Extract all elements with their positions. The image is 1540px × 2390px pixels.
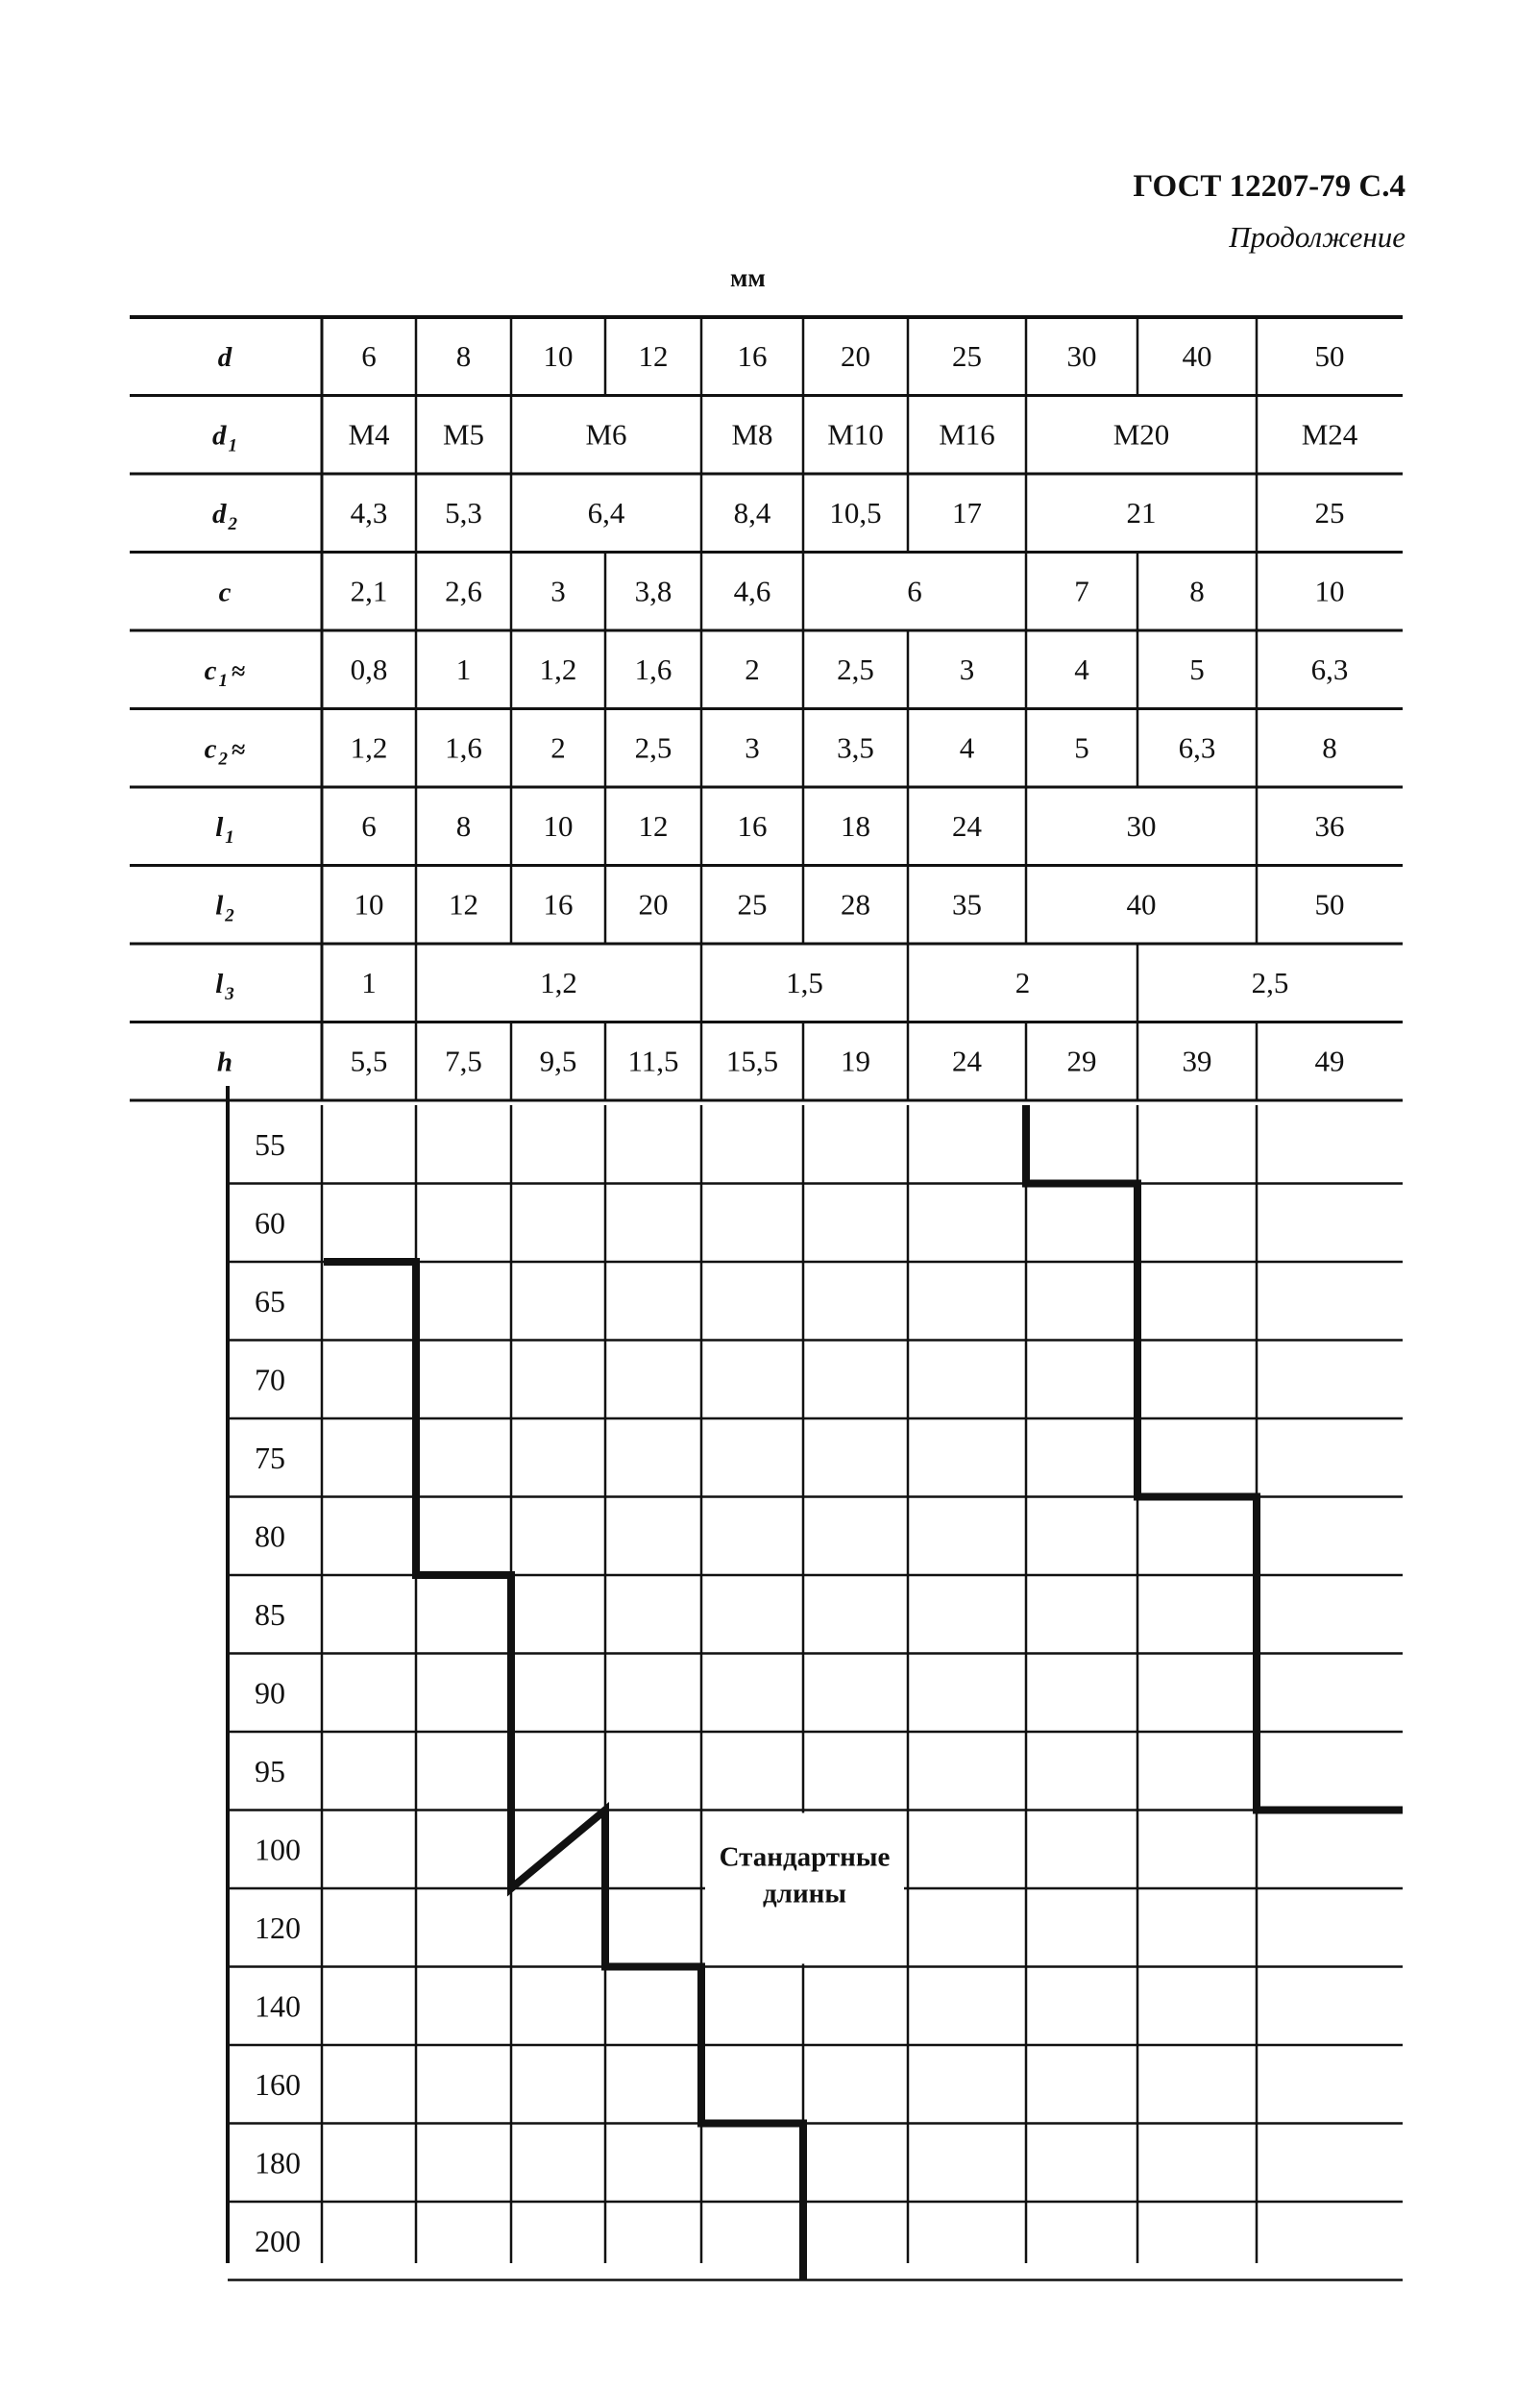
row-label: c $_2$ ≈: [204, 733, 246, 770]
table-cell: 18: [841, 808, 870, 843]
standard-lengths-boundary-left: [324, 1262, 803, 2280]
row-label: c $_1$ ≈: [204, 654, 246, 691]
table-cell: М24: [1301, 417, 1358, 452]
table-cell: 4,6: [733, 574, 771, 608]
table-cell: 17: [952, 495, 982, 530]
table-cell: 1,2: [350, 730, 388, 765]
table-cell: 40: [1182, 338, 1212, 373]
table-cell: 2: [745, 652, 760, 686]
table-cell: 24: [952, 808, 982, 843]
table-cell: 6,4: [587, 495, 625, 530]
length-value: 200: [255, 2223, 301, 2258]
table-cell: 16: [737, 808, 768, 843]
table-cell: 50: [1314, 887, 1345, 922]
table-cell: 19: [841, 1044, 870, 1078]
length-value: 95: [255, 1753, 285, 1788]
table-cell: 2,1: [350, 574, 388, 608]
table-cell: 39: [1182, 1044, 1212, 1078]
table-cell: 36: [1314, 808, 1345, 843]
table-cell: М16: [939, 417, 995, 452]
table-cell: 1,6: [634, 652, 672, 686]
table-cell: 6,3: [1310, 652, 1349, 686]
row-label: l $_2$: [215, 890, 234, 926]
row-label: h: [216, 1047, 233, 1078]
table-cell: 5,5: [350, 1044, 388, 1078]
table-cell: 1: [361, 965, 377, 999]
row-label: l $_3$: [215, 968, 234, 1004]
table-cell: М5: [442, 417, 485, 452]
table-cell: 35: [952, 887, 982, 922]
table-cell: 15,5: [725, 1044, 779, 1078]
table-cell: 20: [638, 887, 669, 922]
table-cell: 0,8: [350, 652, 388, 686]
length-value: 60: [255, 1205, 285, 1241]
table-cell: 20: [841, 338, 870, 373]
table-cell: 3,5: [837, 730, 874, 765]
table-cell: 50: [1314, 338, 1345, 373]
table-cell: 25: [1314, 495, 1345, 530]
table-cell: 3: [550, 574, 566, 608]
table-cell: М6: [585, 417, 627, 452]
length-value: 90: [255, 1675, 285, 1711]
table-cell: М10: [827, 417, 884, 452]
table-cell: 3: [959, 652, 975, 686]
table-cell: 2: [550, 730, 566, 765]
table-cell: 10: [1314, 574, 1345, 608]
length-value: 75: [255, 1440, 285, 1475]
table-cell: 10,5: [829, 495, 882, 530]
length-value: 160: [255, 2066, 301, 2102]
table-cell: 10: [354, 887, 384, 922]
table-cell: 1,5: [786, 965, 823, 999]
table-cell: 8: [455, 338, 472, 373]
table-cell: 10: [543, 338, 574, 373]
table-cell: 49: [1314, 1044, 1345, 1078]
table-cell: 24: [952, 1044, 982, 1078]
table-cell: 8: [1322, 730, 1337, 765]
table-cell: 4,3: [350, 495, 388, 530]
table-cell: 2,5: [634, 730, 672, 765]
table-cell: 6: [361, 808, 377, 843]
table-cell: 12: [638, 808, 669, 843]
length-value: 100: [255, 1832, 301, 1867]
table-cell: 21: [1126, 495, 1157, 530]
table-cell: М4: [348, 417, 390, 452]
table-cell: 8: [1189, 574, 1205, 608]
table-cell: 2,5: [837, 652, 874, 686]
table-cell: 11,5: [627, 1044, 679, 1078]
table-cell: 1: [455, 652, 472, 686]
table-cell: М20: [1112, 417, 1170, 452]
table-cell: 9,5: [539, 1044, 577, 1078]
table-cell: 25: [737, 887, 768, 922]
standard-lengths-label: Стандартные: [719, 1841, 891, 1873]
table-cell: 25: [952, 338, 982, 373]
table-cell: 6,3: [1178, 730, 1216, 765]
standard-lengths-boundary-right: [1026, 1105, 1403, 1811]
table-cell: 1,6: [445, 730, 482, 765]
table-cell: М8: [731, 417, 773, 452]
length-value: 80: [255, 1518, 285, 1554]
document-code: ГОСТ 12207-79 С.4: [1133, 169, 1406, 204]
table-cell: 12: [449, 887, 478, 922]
table-cell: 16: [543, 887, 574, 922]
table-cell: 5: [1074, 730, 1089, 765]
units-label: мм: [730, 263, 766, 292]
table-cell: 30: [1126, 808, 1157, 843]
table-cell: 2,6: [445, 574, 482, 608]
length-value: 120: [255, 1910, 301, 1945]
table-cell: 7: [1074, 574, 1089, 608]
row-label: c: [218, 577, 232, 608]
table-cell: 5: [1189, 652, 1205, 686]
length-value: 180: [255, 2145, 301, 2181]
row-label: d $_1$: [212, 420, 237, 456]
length-value: 85: [255, 1596, 285, 1632]
table-cell: 7,5: [445, 1044, 482, 1078]
table-cell: 1,2: [540, 965, 577, 999]
continuation-label: Продолжение: [1229, 220, 1406, 254]
table-cell: 28: [841, 887, 870, 922]
length-value: 55: [255, 1126, 285, 1162]
table-cell: 3,8: [634, 574, 672, 608]
table-cell: 4: [959, 730, 975, 765]
table-cell: 12: [638, 338, 669, 373]
table-cell: 3: [745, 730, 760, 765]
table-cell: 6: [361, 338, 377, 373]
table-cell: 40: [1126, 887, 1157, 922]
table-cell: 4: [1074, 652, 1089, 686]
length-value: 65: [255, 1283, 285, 1318]
table-cell: 2: [1014, 965, 1031, 999]
table-cell: 29: [1066, 1044, 1097, 1078]
table-cell: 10: [543, 808, 574, 843]
length-value: 140: [255, 1988, 301, 2024]
table-cell: 2,5: [1251, 965, 1289, 999]
table-cell: 8: [455, 808, 472, 843]
row-label: d $_2$: [212, 498, 237, 534]
row-label: d: [217, 341, 232, 373]
standard-lengths-label: длины: [763, 1878, 846, 1910]
length-value: 70: [255, 1362, 285, 1397]
table-cell: 6: [907, 574, 922, 608]
table-cell: 30: [1066, 338, 1097, 373]
table-cell: 5,3: [445, 495, 482, 530]
row-label: l $_1$: [215, 811, 234, 848]
table-cell: 16: [737, 338, 768, 373]
table-cell: 1,2: [539, 652, 577, 686]
table-cell: 8,4: [733, 495, 771, 530]
